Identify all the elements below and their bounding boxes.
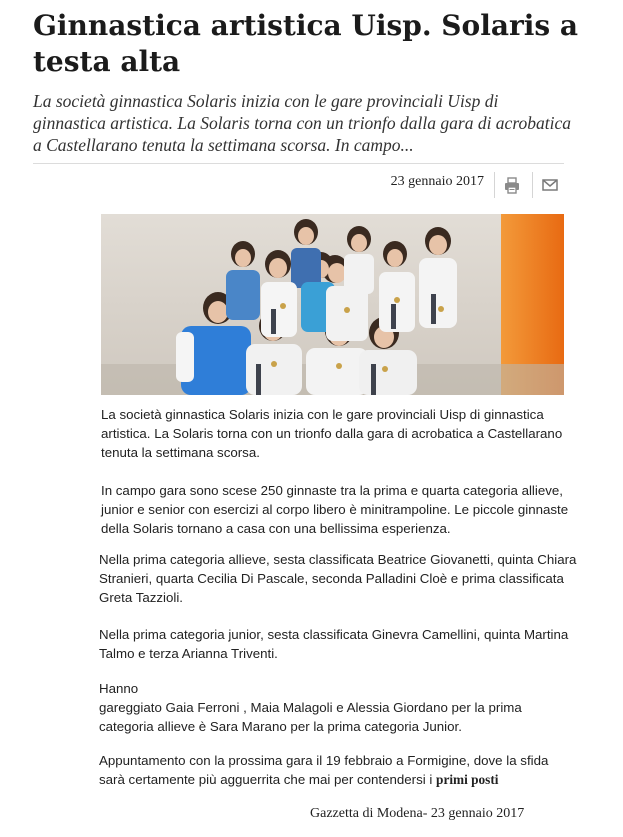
body-paragraph: In campo gara sono scese 250 ginnaste tra la prima e quarta categoria allieve, junior e senior con esercizi al corpo libero è minitrampoline. Le piccole ginnaste della Solaris tornano a casa con una bellissima esperienza. [101,483,569,536]
body-paragraph [99,751,559,789]
article-summary: La società ginnastica Solaris inizia con le gare provinciali Uisp di ginnastica artistica. La Solaris torna con un trionfo dalla gara di acrobatica a Castellarano tenuta la settimana scorsa. In campo... [33,91,571,155]
body-paragraph [99,679,579,736]
divider [33,163,564,164]
body-text-bold: primi posti [436,772,499,787]
divider [494,172,495,198]
divider [532,172,533,198]
body-text: Hanno [99,681,139,696]
body-text: Appuntamento con la prossima gara il 19 febbraio a Formigine, dove la sfida sarà certamente più agguerrita che mai per contendersi i [99,753,549,787]
body-paragraph: Nella prima categoria junior, sesta classificata Ginevra Camellini, quinta Martina Talmo e terza Arianna Triventi. [99,627,569,661]
article-title: Ginnastica artistica Uisp. Solaris a testa alta [33,9,579,78]
article-date: 23 gennaio 2017 [390,174,484,189]
body-paragraph: Nella prima categoria allieve, sesta classificata Beatrice Giovanetti, quinta Chiara Stranieri, quarta Cecilia Di Pascale, seconda Palladini Cloè e prima classificata Greta Tazzioli. [99,552,577,605]
body-text: gareggiato Gaia Ferroni , Maia Malagoli e Alessia Giordano per la prima categoria allieve è Sara Marano per la prima categoria Junior. [99,700,522,734]
body-paragraph: La società ginnastica Solaris inizia con le gare provinciali Uisp di ginnastica artistica. La Solaris torna con un trionfo dalla gara di acrobatica a Castellarano tenuta la settimana scorsa. [101,407,563,460]
group-photo [101,214,564,395]
article-source: Gazzetta di Modena- 23 gennaio 2017 [310,806,525,821]
envelope-icon[interactable] [540,175,560,195]
print-icon[interactable] [502,175,522,195]
